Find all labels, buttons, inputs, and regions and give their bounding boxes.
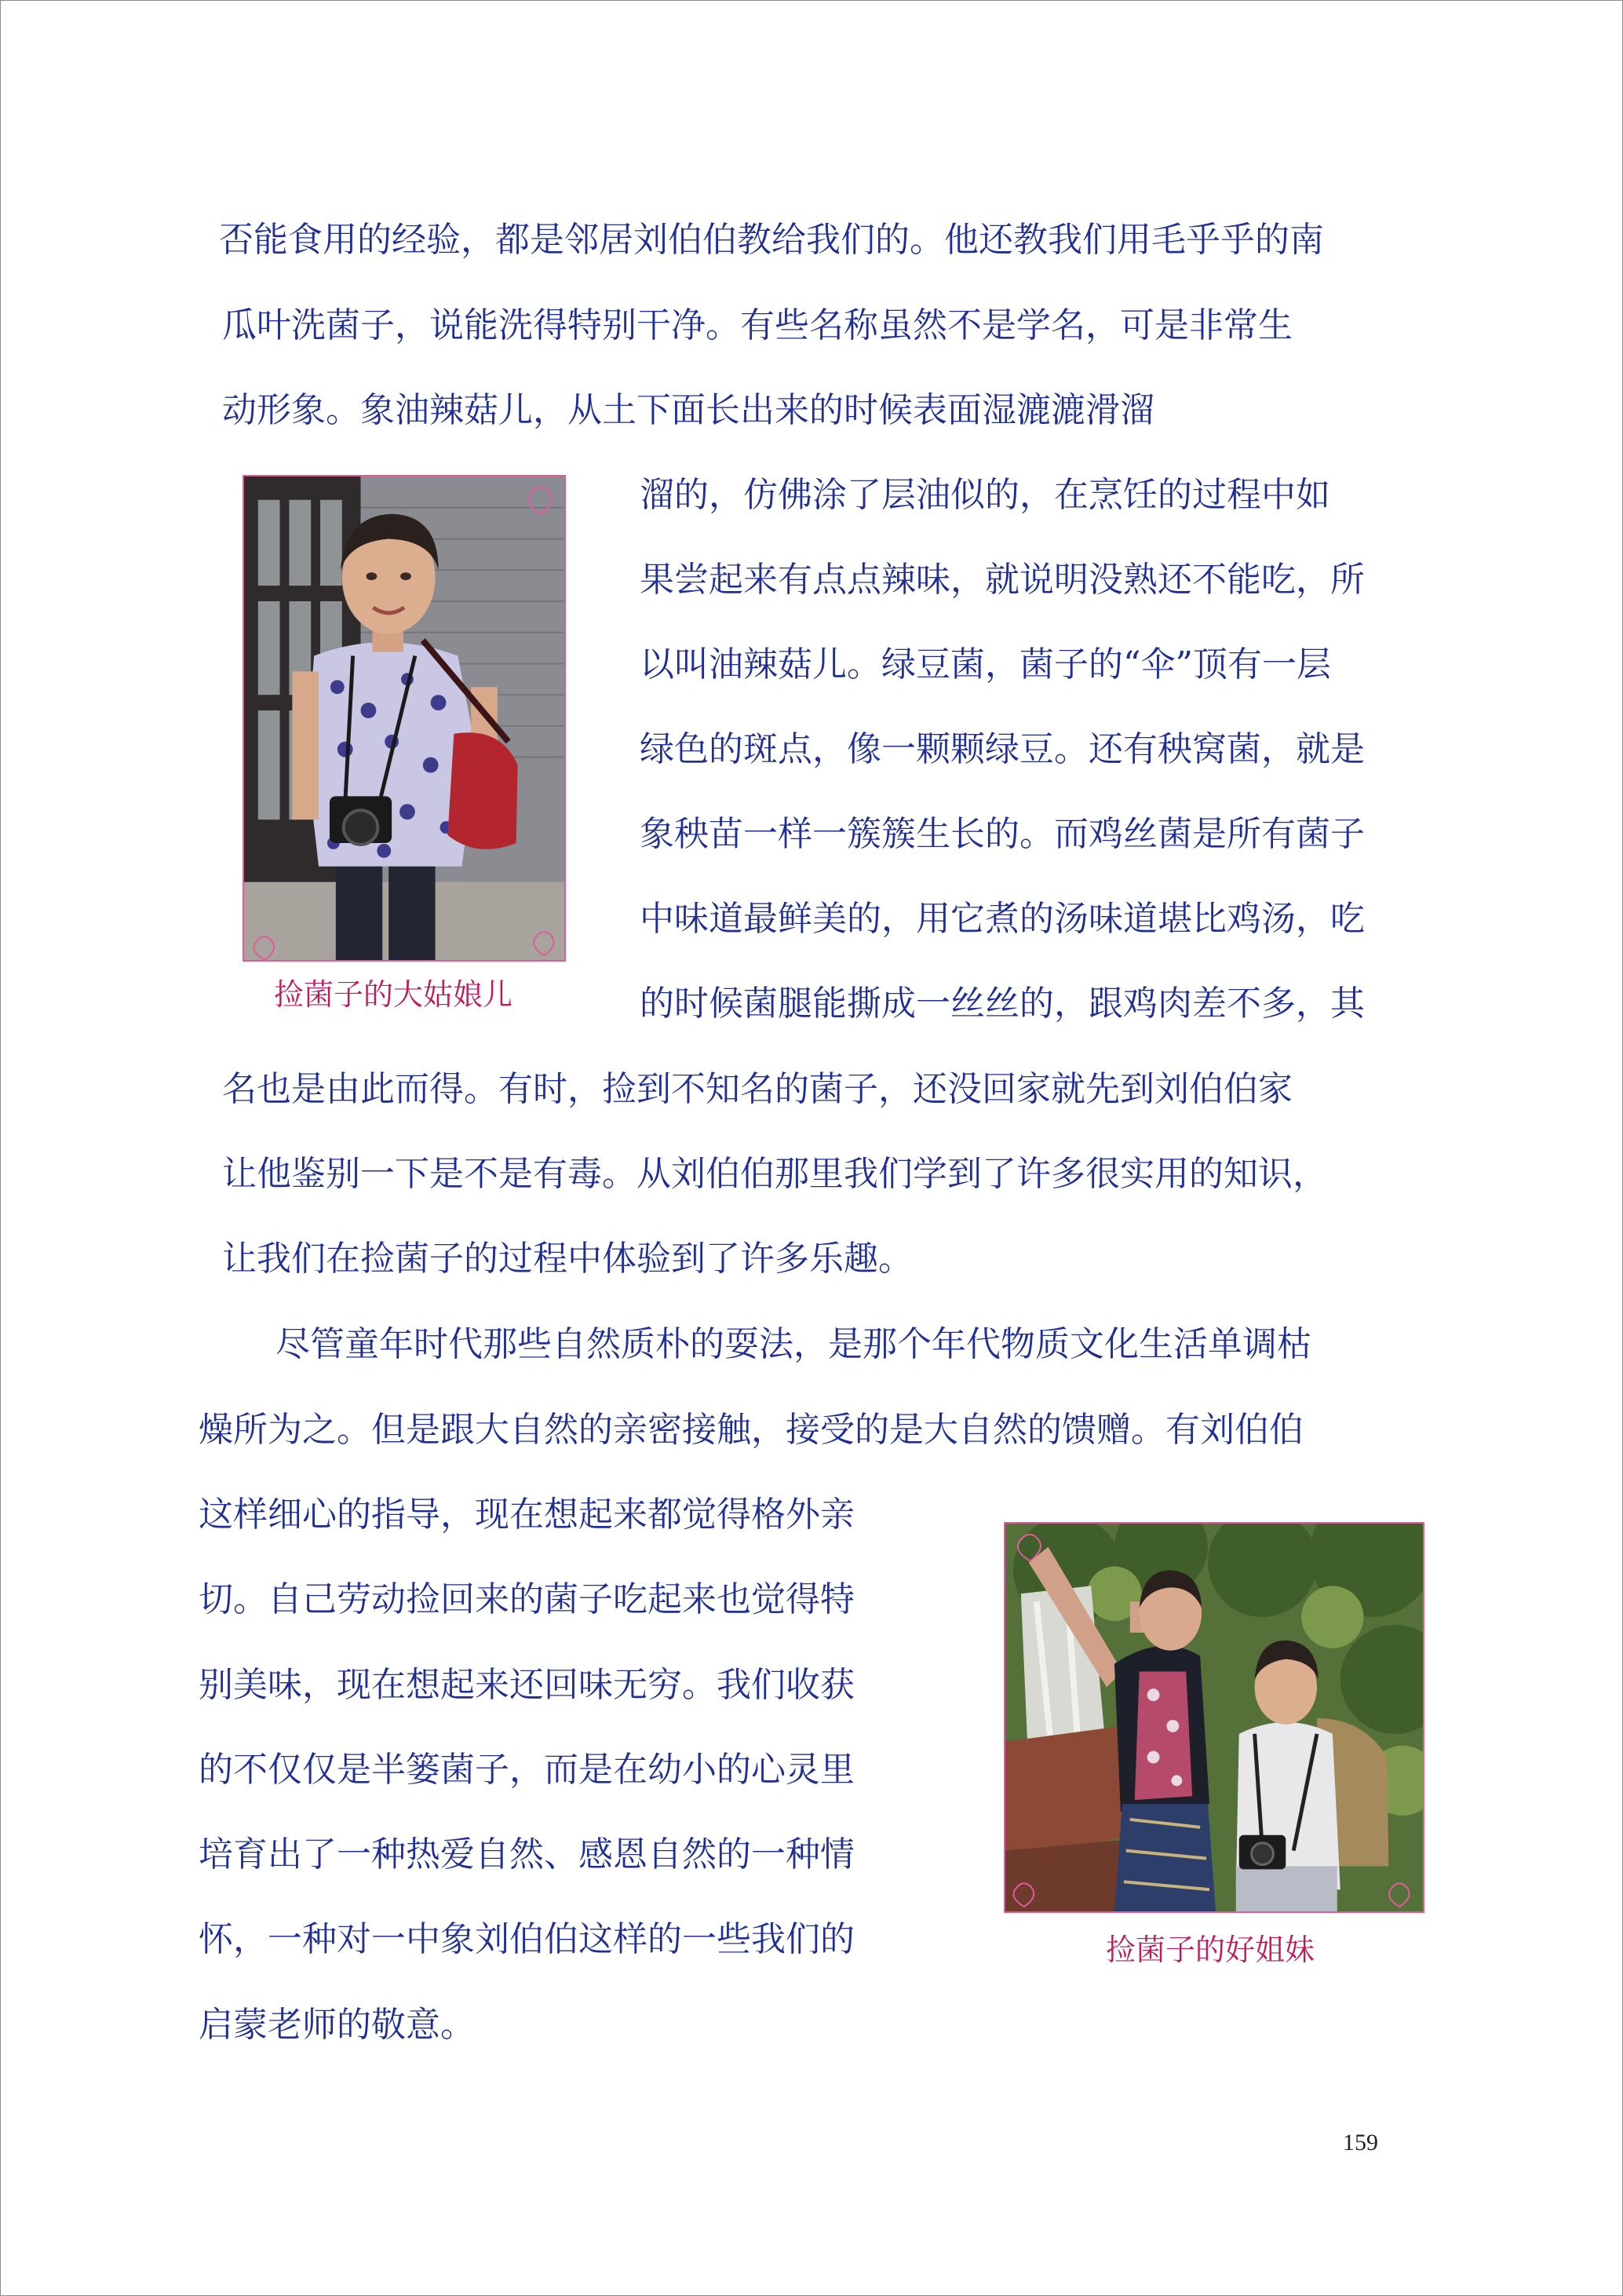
body-text-line: 绿色的斑点，像一颗颗绿豆。还有秧窝菌，就是 bbox=[640, 729, 1365, 769]
photo-woman-with-camera-image bbox=[244, 476, 564, 960]
body-text-line: 怀，一种对一中象刘伯伯这样的一些我们的 bbox=[199, 1919, 855, 1959]
body-text-line: 培育出了一种热爱自然、感恩自然的一种情 bbox=[199, 1834, 855, 1874]
body-text-line: 燥所为之。但是跟大自然的亲密接触，接受的是大自然的馈赠。有刘伯伯 bbox=[199, 1410, 1304, 1450]
body-text-line: 这样细心的指导，现在想起来都觉得格外亲 bbox=[199, 1495, 855, 1535]
body-text-line: 尽管童年时代那些自然质朴的耍法，是那个年代物质文化生活单调枯 bbox=[275, 1324, 1311, 1364]
body-text-line: 让我们在捡菌子的过程中体验到了许多乐趣。 bbox=[222, 1239, 913, 1279]
body-text-line: 的不仅仅是半篓菌子，而是在幼小的心灵里 bbox=[199, 1750, 855, 1790]
body-text-line: 别美味，现在想起来还回味无穷。我们收获 bbox=[199, 1665, 855, 1705]
photo-caption: 捡菌子的大姑娘儿 bbox=[274, 977, 513, 1012]
photo-caption: 捡菌子的好姐妹 bbox=[1106, 1933, 1315, 1967]
body-text-line: 溜的，仿佛涂了层油似的，在烹饪的过程中如 bbox=[640, 475, 1330, 515]
body-text-line: 以叫油辣菇儿。绿豆菌，菌子的“伞”顶有一层 bbox=[640, 644, 1331, 684]
body-text-line: 否能食用的经验，都是邻居刘伯伯教给我们的。他还教我们用毛乎乎的南 bbox=[219, 220, 1324, 260]
body-text-line: 动形象。象油辣菇儿，从土下面长出来的时候表面湿漉漉滑溜 bbox=[222, 390, 1154, 430]
body-text-line: 名也是由此而得。有时，捡到不知名的菌子，还没回家就先到刘伯伯家 bbox=[222, 1069, 1293, 1109]
body-text-line: 瓜叶洗菌子，说能洗得特别干净。有些名称虽然不是学名，可是非常生 bbox=[222, 305, 1293, 345]
body-text-line: 果尝起来有点点辣味，就说明没熟还不能吃，所 bbox=[640, 560, 1365, 600]
body-text-line: 让他鉴别一下是不是有毒。从刘伯伯那里我们学到了许多很实用的知识， bbox=[222, 1154, 1327, 1194]
body-text-line: 启蒙老师的敬意。 bbox=[199, 2005, 475, 2045]
body-text-line: 象秧苗一样一簇簇生长的。而鸡丝菌是所有菌子 bbox=[640, 814, 1365, 854]
photo-two-women-waterfall bbox=[1004, 1522, 1424, 1913]
body-text-line: 中味道最鲜美的，用它煮的汤味道堪比鸡汤，吃 bbox=[640, 899, 1365, 939]
photo-woman-with-camera bbox=[243, 475, 566, 962]
body-text-line: 的时候菌腿能撕成一丝丝的，跟鸡肉差不多，其 bbox=[640, 984, 1365, 1024]
photo-two-women-waterfall-image bbox=[1005, 1524, 1423, 1911]
page-number: 159 bbox=[1343, 2130, 1378, 2155]
body-text-line: 切。自己劳动捡回来的菌子吃起来也觉得特 bbox=[199, 1579, 855, 1619]
